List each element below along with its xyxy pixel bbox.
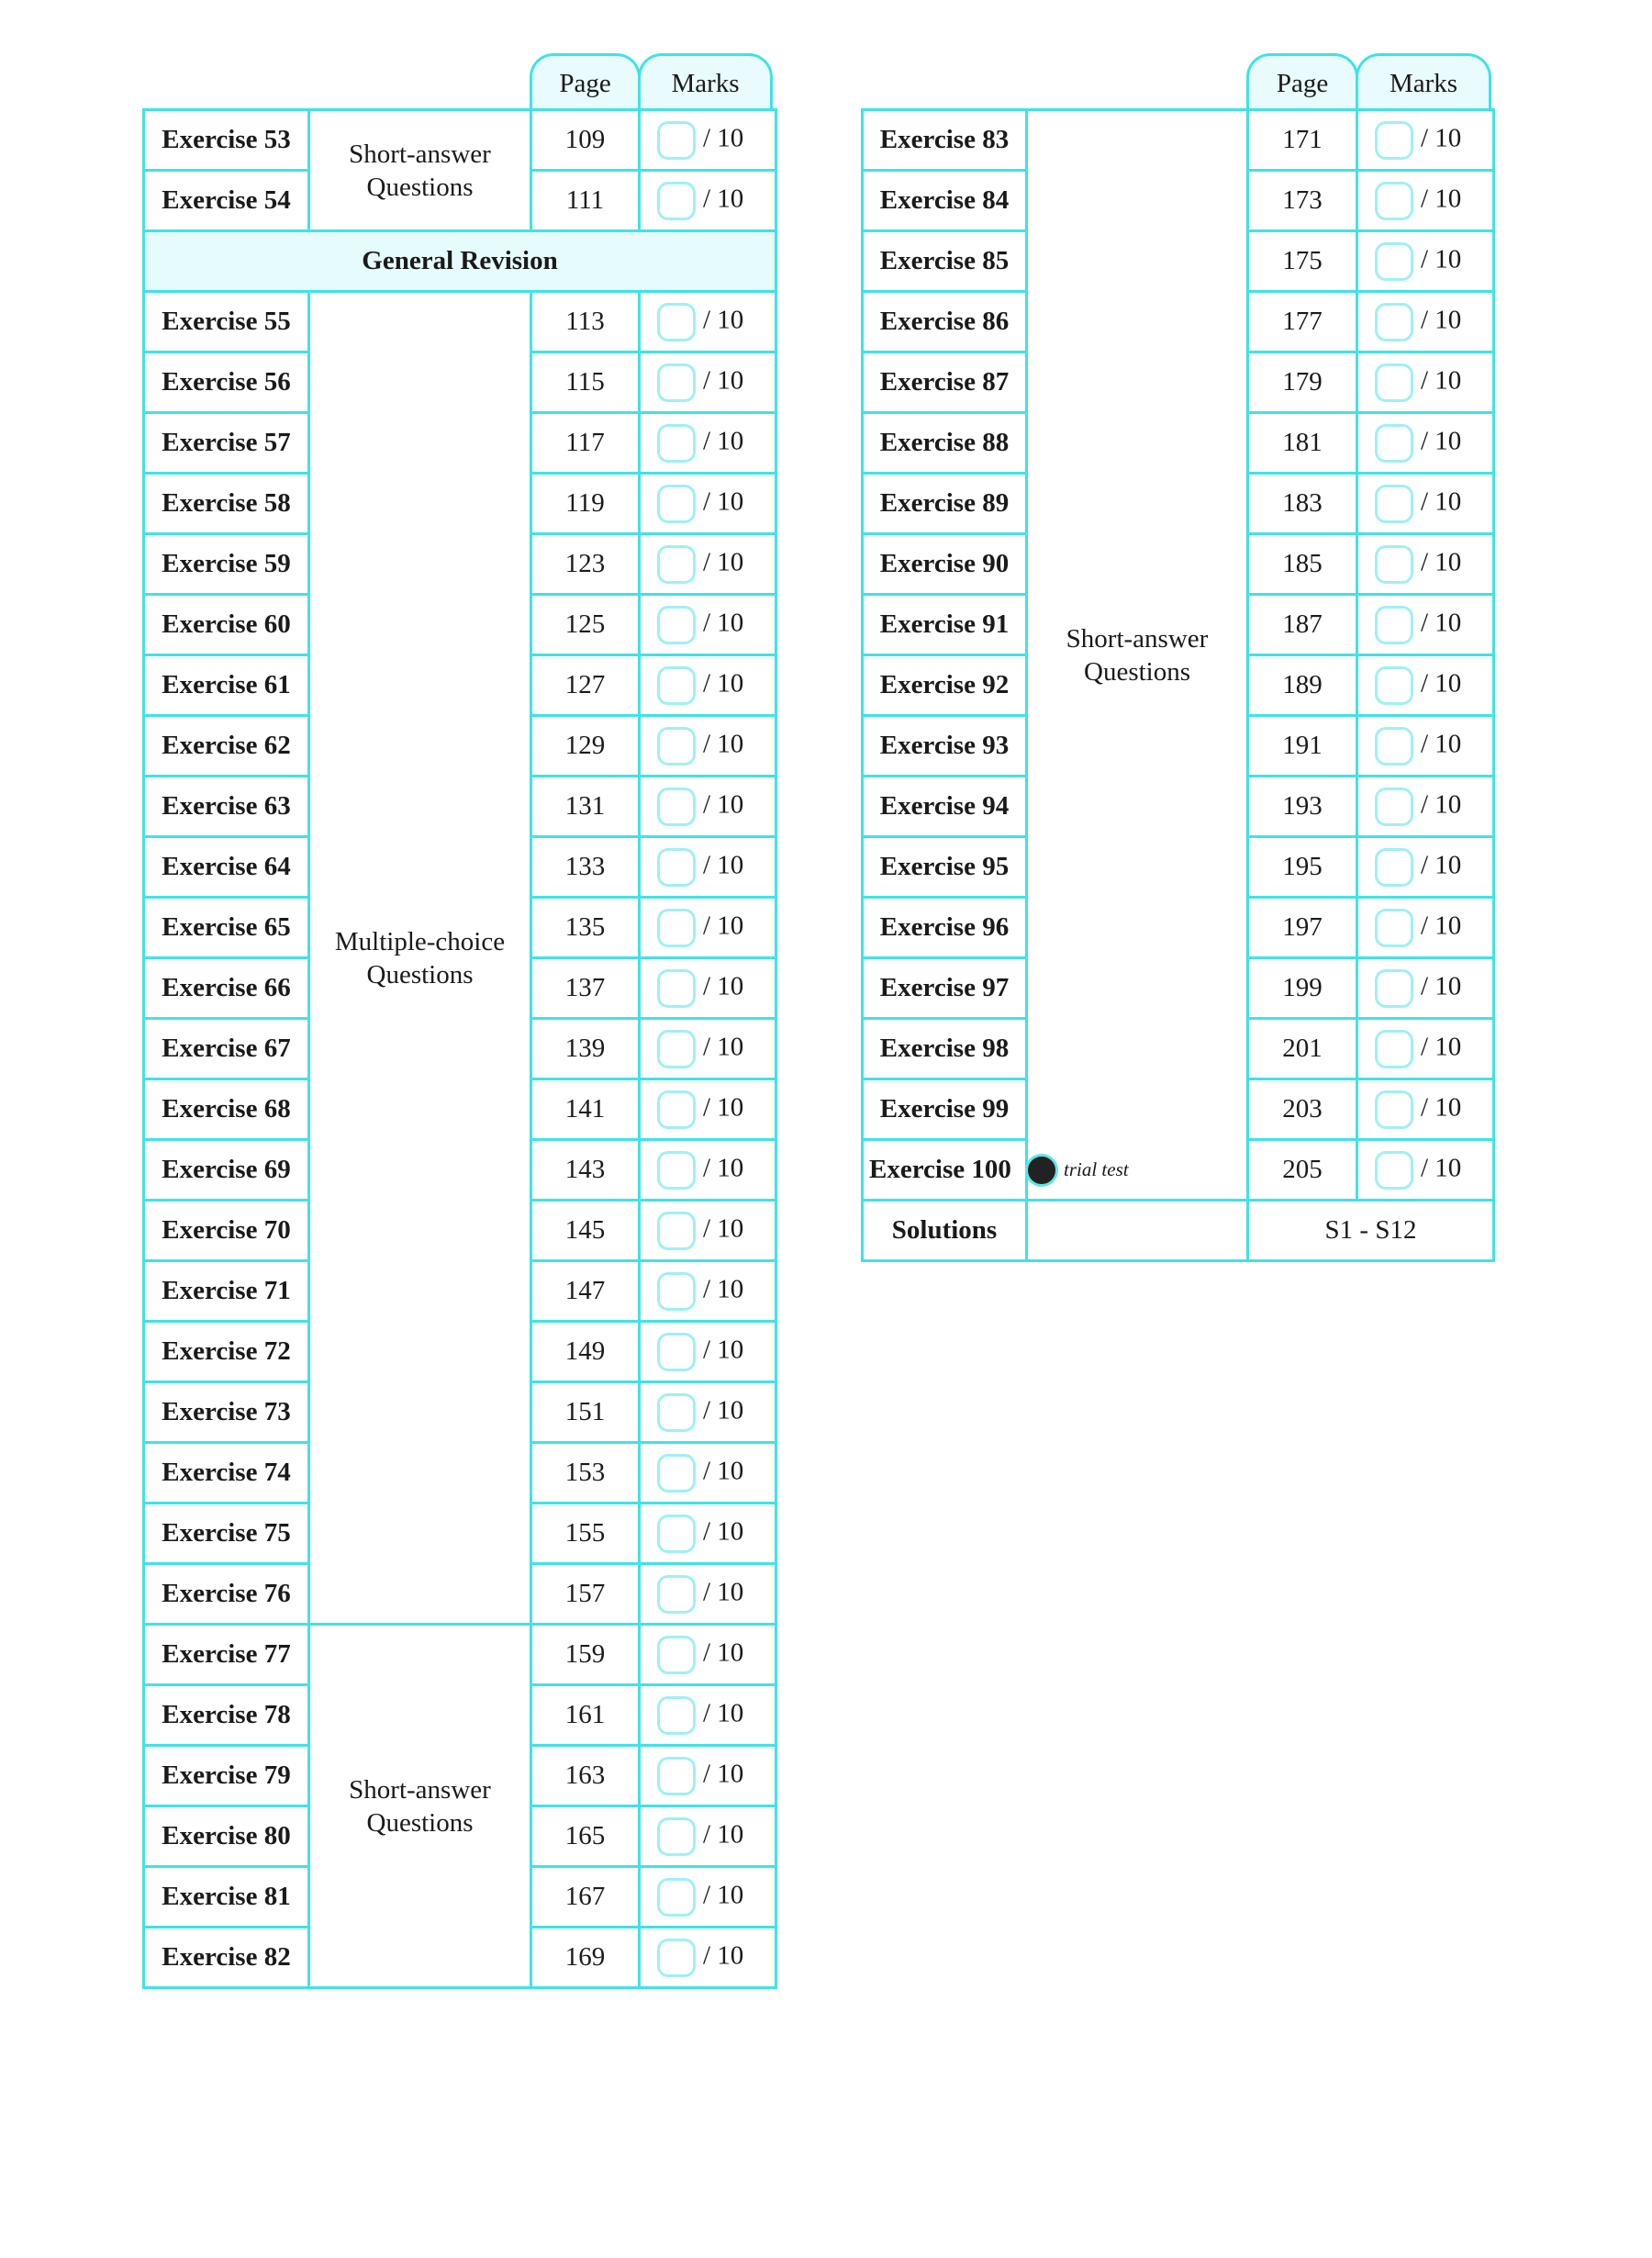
page-number: 177 — [1248, 292, 1357, 352]
page-number: 123 — [531, 534, 640, 595]
exercise-label: Exercise 86 — [863, 292, 1027, 352]
marks-checkbox[interactable] — [1375, 666, 1413, 705]
exercise-label: Exercise 58 — [144, 474, 309, 534]
marks-cell — [1357, 1079, 1494, 1140]
question-type: Multiple-choice Questions — [309, 292, 531, 1625]
marks-cell — [640, 777, 776, 837]
exercise-label-text: Exercise 100 — [869, 1155, 1011, 1184]
marks-checkbox[interactable] — [657, 1090, 696, 1129]
page-number: 141 — [531, 1079, 640, 1140]
marks-checkbox[interactable] — [1375, 606, 1413, 644]
marks-checkbox[interactable] — [1375, 788, 1413, 826]
exercise-label: Exercise 76 — [144, 1564, 309, 1625]
marks-checkbox[interactable] — [657, 1454, 696, 1492]
marks-checkbox[interactable] — [657, 606, 696, 644]
marks-cell — [1357, 655, 1494, 716]
page-number: 129 — [531, 716, 640, 777]
marks-checkbox[interactable] — [657, 303, 696, 341]
marks-cell — [640, 1322, 776, 1382]
exercise-label: Exercise 92 — [863, 655, 1027, 716]
marks-total: / 10 — [703, 911, 744, 941]
marks-checkbox[interactable] — [1375, 242, 1413, 281]
exercise-label: Exercise 64 — [144, 837, 309, 898]
exercise-label: Exercise 57 — [144, 413, 309, 474]
marks-total: / 10 — [703, 1940, 744, 1971]
page-number: 165 — [531, 1806, 640, 1867]
page-number: 169 — [531, 1928, 640, 1988]
page-number: 173 — [1248, 171, 1357, 231]
marks-total: / 10 — [1421, 184, 1462, 214]
exercise-label: Exercise 79 — [144, 1746, 309, 1806]
marks-cell — [640, 1806, 776, 1867]
marks-checkbox[interactable] — [657, 848, 696, 887]
marks-total: / 10 — [703, 1516, 744, 1547]
exercise-label: Exercise 59 — [144, 534, 309, 595]
marks-checkbox[interactable] — [657, 1878, 696, 1917]
page-column-header: Page — [1246, 53, 1358, 111]
exercise-label: Exercise 96 — [863, 898, 1027, 958]
page-number: 175 — [1248, 231, 1357, 292]
exercise-label: Exercise 81 — [144, 1867, 309, 1928]
marks-checkbox[interactable] — [657, 424, 696, 463]
exercise-label: Exercise 82 — [144, 1928, 309, 1988]
marks-cell — [1357, 413, 1494, 474]
exercise-label: Exercise 62 — [144, 716, 309, 777]
marks-total: / 10 — [1421, 1153, 1462, 1183]
marks-checkbox[interactable] — [657, 1757, 696, 1795]
marks-total: / 10 — [1421, 971, 1462, 1001]
page-number: 135 — [531, 898, 640, 958]
marks-checkbox[interactable] — [657, 909, 696, 947]
marks-checkbox[interactable] — [1375, 121, 1413, 160]
marks-checkbox[interactable] — [657, 1575, 696, 1614]
marks-checkbox[interactable] — [1375, 909, 1413, 947]
marks-checkbox[interactable] — [1375, 363, 1413, 402]
marks-cell — [640, 1201, 776, 1261]
marks-total: / 10 — [703, 850, 744, 880]
marks-total: / 10 — [1421, 1032, 1462, 1062]
marks-total: / 10 — [703, 1213, 744, 1244]
marks-cell — [640, 837, 776, 898]
marks-cell — [1357, 898, 1494, 958]
page-number: 163 — [531, 1746, 640, 1806]
page-number: 131 — [531, 777, 640, 837]
exercise-label: Exercise 63 — [144, 777, 309, 837]
solutions-row — [863, 1201, 1494, 1261]
left-header-tabs — [530, 53, 773, 108]
marks-checkbox[interactable] — [657, 1939, 696, 1977]
marks-checkbox[interactable] — [657, 1272, 696, 1311]
marks-total: / 10 — [1421, 668, 1462, 699]
marks-checkbox[interactable] — [1375, 1030, 1413, 1068]
solutions-pages: S1 - S12 — [1248, 1201, 1494, 1261]
marks-checkbox[interactable] — [657, 1333, 696, 1371]
marks-cell — [640, 110, 776, 171]
marks-cell — [640, 1564, 776, 1625]
question-type: Short-answer Questions — [309, 1625, 531, 1988]
marks-cell — [640, 716, 776, 777]
exercise-label: Exercise 72 — [144, 1322, 309, 1382]
marks-checkbox[interactable] — [657, 545, 696, 584]
marks-checkbox[interactable] — [657, 1151, 696, 1190]
solutions-label: Solutions — [863, 1201, 1027, 1261]
page-number: 161 — [531, 1685, 640, 1746]
trial-test-label: trial test — [1064, 1158, 1129, 1180]
left-exercise-table — [142, 108, 777, 1989]
page-number: 167 — [531, 1867, 640, 1928]
marks-total: / 10 — [1421, 608, 1462, 638]
marks-checkbox[interactable] — [1375, 1090, 1413, 1129]
page-number: 187 — [1248, 595, 1357, 655]
marks-checkbox[interactable] — [1375, 1151, 1413, 1190]
marks-checkbox[interactable] — [657, 1515, 696, 1553]
marks-cell — [1357, 1019, 1494, 1079]
marks-cell — [640, 1625, 776, 1685]
exercise-label: Exercise 56 — [144, 352, 309, 413]
marks-total: / 10 — [703, 123, 744, 153]
marks-cell — [640, 1928, 776, 1988]
marks-total: / 10 — [703, 365, 744, 396]
marks-cell — [1357, 1140, 1494, 1201]
marks-cell — [640, 1140, 776, 1201]
marks-checkbox[interactable] — [657, 969, 696, 1008]
marks-total: / 10 — [1421, 850, 1462, 880]
marks-total: / 10 — [1421, 244, 1462, 274]
page-number: 193 — [1248, 777, 1357, 837]
page-number: 181 — [1248, 413, 1357, 474]
exercise-label: Exercise 99 — [863, 1079, 1027, 1140]
marks-checkbox[interactable] — [1375, 303, 1413, 341]
marks-checkbox[interactable] — [1375, 969, 1413, 1008]
marks-cell — [640, 1079, 776, 1140]
exercise-label: Exercise 67 — [144, 1019, 309, 1079]
marks-checkbox[interactable] — [1375, 848, 1413, 887]
page-number: 133 — [531, 837, 640, 898]
right-header-tabs — [1246, 53, 1491, 108]
marks-cell — [1357, 837, 1494, 898]
marks-total: / 10 — [1421, 486, 1462, 517]
marks-cell — [640, 352, 776, 413]
marks-total: / 10 — [703, 1395, 744, 1425]
marks-total: / 10 — [703, 184, 744, 214]
marks-total: / 10 — [703, 971, 744, 1001]
table-row — [144, 110, 776, 171]
page-number: 179 — [1248, 352, 1357, 413]
marks-checkbox[interactable] — [657, 1212, 696, 1250]
exercise-label: Exercise 60 — [144, 595, 309, 655]
exercise-label: Exercise 68 — [144, 1079, 309, 1140]
page-number: 203 — [1248, 1079, 1357, 1140]
exercise-label: Exercise 80 — [144, 1806, 309, 1867]
marks-cell — [1357, 474, 1494, 534]
marks-cell — [640, 171, 776, 231]
table-row — [863, 110, 1494, 171]
exercise-label: Exercise 88 — [863, 413, 1027, 474]
marks-checkbox[interactable] — [1375, 424, 1413, 463]
marks-cell — [640, 595, 776, 655]
page-number: 151 — [531, 1382, 640, 1443]
marks-total: / 10 — [703, 547, 744, 577]
marks-checkbox[interactable] — [1375, 182, 1413, 220]
exercise-label: Exercise 53 — [144, 110, 309, 171]
marks-cell — [1357, 352, 1494, 413]
marks-total: / 10 — [1421, 789, 1462, 820]
marks-total: / 10 — [703, 1032, 744, 1062]
marks-checkbox[interactable] — [657, 1030, 696, 1068]
marks-cell — [640, 958, 776, 1019]
marks-cell — [1357, 292, 1494, 352]
marks-total: / 10 — [703, 1335, 744, 1365]
marks-checkbox[interactable] — [657, 727, 696, 766]
marks-column-header: Marks — [638, 53, 773, 111]
marks-total: / 10 — [1421, 123, 1462, 153]
exercise-label: Exercise 97 — [863, 958, 1027, 1019]
marks-total: / 10 — [1421, 911, 1462, 941]
marks-cell — [640, 1261, 776, 1322]
trial-test-note — [1025, 1154, 1129, 1187]
marks-checkbox[interactable] — [657, 182, 696, 220]
page-number: 171 — [1248, 110, 1357, 171]
page-number: 127 — [531, 655, 640, 716]
marks-total: / 10 — [703, 1092, 744, 1123]
marks-cell — [640, 1685, 776, 1746]
exercise-label: Exercise 98 — [863, 1019, 1027, 1079]
marks-column-header: Marks — [1356, 53, 1491, 111]
page-number: 139 — [531, 1019, 640, 1079]
marks-cell — [640, 898, 776, 958]
marks-cell — [640, 1443, 776, 1503]
page-number: 147 — [531, 1261, 640, 1322]
page-number: 125 — [531, 595, 640, 655]
page-number: 137 — [531, 958, 640, 1019]
page-number: 159 — [531, 1625, 640, 1685]
marks-cell — [1357, 958, 1494, 1019]
marks-checkbox[interactable] — [1375, 485, 1413, 523]
page-number: 109 — [531, 110, 640, 171]
exercise-label — [863, 1140, 1129, 1201]
page-column-header: Page — [530, 53, 641, 111]
page-number: 113 — [531, 292, 640, 352]
exercise-label: Exercise 95 — [863, 837, 1027, 898]
exercise-label: Exercise 75 — [144, 1503, 309, 1564]
page-number: 143 — [531, 1140, 640, 1201]
marks-cell — [640, 655, 776, 716]
marks-cell — [640, 413, 776, 474]
marks-checkbox[interactable] — [657, 1817, 696, 1856]
marks-total: / 10 — [703, 1759, 744, 1789]
marks-cell — [640, 1382, 776, 1443]
page-number: 153 — [531, 1443, 640, 1503]
exercise-label: Exercise 70 — [144, 1201, 309, 1261]
marks-checkbox[interactable] — [657, 1636, 696, 1674]
marks-total: / 10 — [703, 1819, 744, 1850]
page-number: 197 — [1248, 898, 1357, 958]
exercise-label: Exercise 77 — [144, 1625, 309, 1685]
marks-total: / 10 — [1421, 729, 1462, 759]
section-heading: General Revision — [144, 231, 776, 292]
marks-total: / 10 — [703, 1577, 744, 1607]
marks-total: / 10 — [1421, 305, 1462, 335]
exercise-label: Exercise 91 — [863, 595, 1027, 655]
page-number: 191 — [1248, 716, 1357, 777]
exercise-label: Exercise 61 — [144, 655, 309, 716]
page-number: 195 — [1248, 837, 1357, 898]
marks-total: / 10 — [703, 426, 744, 456]
marks-cell — [640, 474, 776, 534]
marks-checkbox[interactable] — [1375, 545, 1413, 584]
marks-total: / 10 — [1421, 365, 1462, 396]
marks-total: / 10 — [703, 1638, 744, 1668]
exercise-label: Exercise 84 — [863, 171, 1027, 231]
exercise-label: Exercise 71 — [144, 1261, 309, 1322]
marks-total: / 10 — [703, 1153, 744, 1183]
marks-cell — [640, 1867, 776, 1928]
exercise-label: Exercise 54 — [144, 171, 309, 231]
marks-checkbox[interactable] — [1375, 727, 1413, 766]
exercise-label: Exercise 87 — [863, 352, 1027, 413]
section-heading-row — [144, 231, 776, 292]
exercise-label: Exercise 73 — [144, 1382, 309, 1443]
exercise-label: Exercise 55 — [144, 292, 309, 352]
exercise-label: Exercise 85 — [863, 231, 1027, 292]
page-number: 199 — [1248, 958, 1357, 1019]
page-number: 111 — [531, 171, 640, 231]
marks-cell — [1357, 777, 1494, 837]
marks-cell — [640, 1503, 776, 1564]
empty-cell — [1027, 1201, 1248, 1261]
question-type: Short-answer Questions — [1027, 110, 1248, 1201]
marks-cell — [1357, 534, 1494, 595]
page-number: 117 — [531, 413, 640, 474]
page-number: 157 — [531, 1564, 640, 1625]
page-number: 185 — [1248, 534, 1357, 595]
page-number: 201 — [1248, 1019, 1357, 1079]
marks-total: / 10 — [703, 486, 744, 517]
marks-total: / 10 — [703, 608, 744, 638]
question-type: Short-answer Questions — [309, 110, 531, 231]
marks-total: / 10 — [703, 1698, 744, 1728]
marks-checkbox[interactable] — [657, 485, 696, 523]
trial-test-badge-icon — [1025, 1154, 1058, 1187]
marks-cell — [1357, 595, 1494, 655]
marks-checkbox[interactable] — [657, 1696, 696, 1735]
marks-total: / 10 — [703, 1456, 744, 1486]
table-row — [144, 1625, 776, 1685]
exercise-label: Exercise 74 — [144, 1443, 309, 1503]
exercise-label: Exercise 83 — [863, 110, 1027, 171]
marks-cell — [1357, 110, 1494, 171]
marks-total: / 10 — [1421, 547, 1462, 577]
marks-total: / 10 — [1421, 426, 1462, 456]
page-number: 155 — [531, 1503, 640, 1564]
page-number: 189 — [1248, 655, 1357, 716]
marks-cell — [640, 534, 776, 595]
marks-total: / 10 — [703, 1274, 744, 1304]
marks-checkbox[interactable] — [657, 1393, 696, 1432]
exercise-label: Exercise 90 — [863, 534, 1027, 595]
marks-checkbox[interactable] — [657, 788, 696, 826]
marks-cell — [640, 292, 776, 352]
marks-cell — [1357, 231, 1494, 292]
exercise-label: Exercise 93 — [863, 716, 1027, 777]
page-number: 145 — [531, 1201, 640, 1261]
marks-total: / 10 — [703, 789, 744, 820]
exercise-label: Exercise 78 — [144, 1685, 309, 1746]
marks-checkbox[interactable] — [657, 121, 696, 160]
page-number: 119 — [531, 474, 640, 534]
exercise-label: Exercise 69 — [144, 1140, 309, 1201]
marks-total: / 10 — [703, 305, 744, 335]
exercise-label: Exercise 89 — [863, 474, 1027, 534]
page-number: 205 — [1248, 1140, 1357, 1201]
page-number: 183 — [1248, 474, 1357, 534]
marks-total: / 10 — [703, 729, 744, 759]
exercise-label: Exercise 66 — [144, 958, 309, 1019]
table-row — [144, 292, 776, 352]
exercise-label: Exercise 65 — [144, 898, 309, 958]
marks-total: / 10 — [703, 668, 744, 699]
marks-cell — [1357, 171, 1494, 231]
marks-checkbox[interactable] — [657, 363, 696, 402]
exercise-label: Exercise 94 — [863, 777, 1027, 837]
page-number: 115 — [531, 352, 640, 413]
right-exercise-table — [861, 108, 1495, 1262]
marks-cell — [1357, 716, 1494, 777]
marks-cell — [640, 1019, 776, 1079]
marks-total: / 10 — [703, 1880, 744, 1910]
marks-checkbox[interactable] — [657, 666, 696, 705]
marks-cell — [640, 1746, 776, 1806]
page-number: 149 — [531, 1322, 640, 1382]
marks-total: / 10 — [1421, 1092, 1462, 1123]
